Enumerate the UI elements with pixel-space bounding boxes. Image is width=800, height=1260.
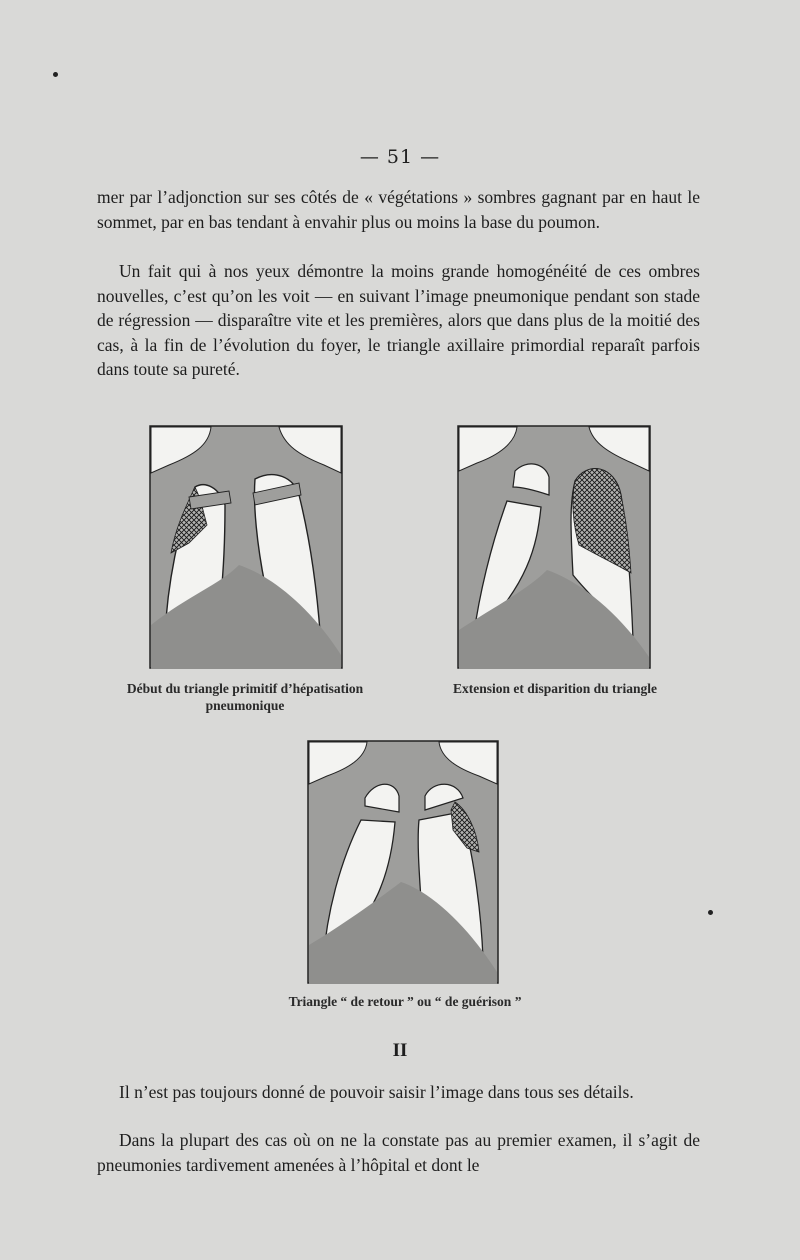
figure-1-svg	[149, 425, 343, 669]
figure-2-caption: Extension et disparition du triangle	[452, 681, 658, 696]
figure-1-caption: Début du triangle primitif d’hépatisation pneumonique	[126, 681, 364, 713]
figure-1-diagram	[149, 425, 343, 669]
paragraph-4: Dans la plupart des cas où on ne la constate pas au premier examen, il s’agit de pneumonies tardivement amenées à l’hôpital et dont le	[97, 1130, 700, 1175]
section-heading: II	[392, 1040, 408, 1061]
paragraph-2: Un fait qui à nos yeux démontre la moins grande homogénéité de ces ombres nouvelles, c’est qu’on les voit — en suivant l’image pneumonique pendant son stade de régression — disparaître vite et les premières, alors que dans plus de la moitié des cas, à la fin de l’évolution du foyer, le triangle axillaire primordial reparaît parfois dans toute sa pureté.	[97, 261, 700, 380]
figure-3-diagram	[307, 740, 499, 984]
paragraph-3: Il n’est pas toujours donné de pouvoir saisir l’image dans tous ses détails.	[119, 1082, 634, 1102]
ink-speck	[708, 910, 713, 915]
figure-2-diagram	[457, 425, 651, 669]
page-number: — 51 —	[359, 146, 441, 168]
paragraph-1: mer par l’adjonction sur ses côtés de « végétations » sombres gagnant par en haut le sommet, par en bas tendant à envahir plus ou moins la base du poumon.	[97, 187, 700, 232]
ink-speck	[53, 72, 58, 77]
figure-2-svg	[457, 425, 651, 669]
figure-3-svg	[307, 740, 499, 984]
figure-3-caption: Triangle “ de retour ” ou “ de guérison ”	[288, 994, 522, 1009]
